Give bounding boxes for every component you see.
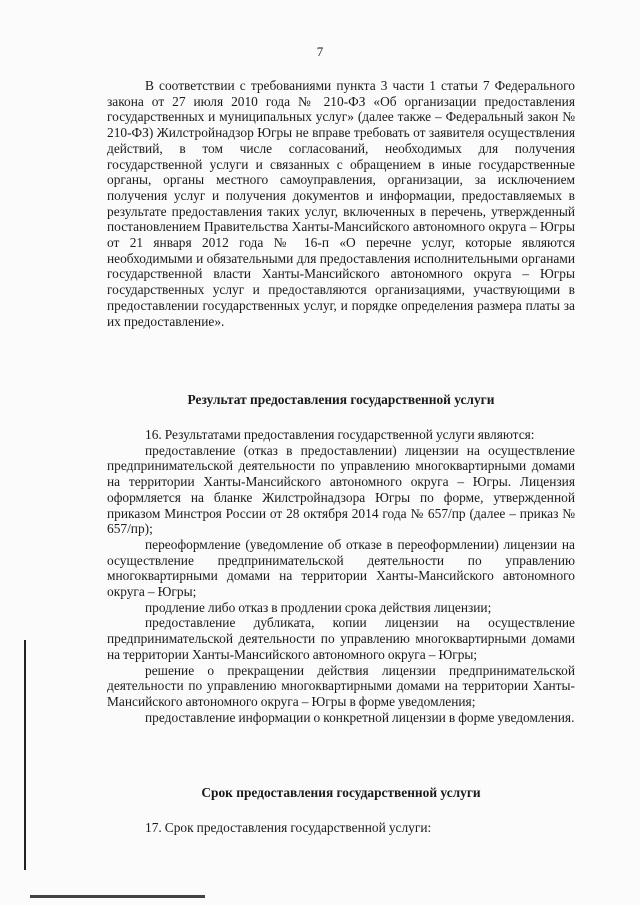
paragraph-license-reissue: переоформление (уведомление об отказе в переоформлении) лицензии на осуществление предпринимательской деятельности по управлению многоквартирными домами на территории Ханты-Мансийского автономного округа – Югры; bbox=[107, 536, 575, 600]
scan-edge-mark bbox=[24, 640, 26, 870]
heading-term: Срок предоставления государственной услуги bbox=[201, 785, 481, 800]
scan-bottom-mark bbox=[30, 895, 205, 898]
paragraph-license-info: предоставление информации о конкретной лицензии в форме уведомления. bbox=[145, 709, 575, 725]
paragraph-requirements: В соответствии с требованиями пункта 3 части 1 статьи 7 Федерального закона от 27 июля 2010 года № 210-ФЗ «Об организации предоставления государственных и муниципальных услуг» (далее также – Федеральный закон № 210-ФЗ) Жилстройнадзор Югры не вправе требовать от заявителя осуществления действий, в том числе согласований, необходимых для получения государственной услуги и связанных с обращением в иные государственные органы, органы местного самоуправления, организации, за исключением получения услуг и получения документов и информации, предоставляемых в результате предоставления таких услуг, включенных в перечень, утвержденный постановлением Правительства Ханты-Мансийского автономного округа – Югры от 21 января 2012 года № 16-п «О перечне услуг, которые являются необходимыми и обязательными для предоставления исполнительными органами государственной власти Ханты-Мансийского автономного округа – Югры государственных услуг и предоставляются организациями, участвующими в предоставлении государственных услуг, и порядке определения размера платы за их предоставление». bbox=[107, 78, 575, 329]
paragraph-license-extension: продление либо отказ в продлении срока действия лицензии; bbox=[145, 599, 492, 615]
section-17-text bbox=[107, 820, 575, 836]
paragraph-license-duplicate: предоставление дубликата, копии лицензии на осуществление предпринимательской деятельности по управлению многоквартирными домами на территории Ханты-Мансийского автономного округа – Югры; bbox=[107, 615, 575, 662]
section-15-text bbox=[107, 78, 575, 329]
paragraph-license-termination: решение о прекращении действия лицензии предпринимательской деятельности по управлению многоквартирными домами на территории Ханты-Мансийского автономного округа – Югры в форме уведомления; bbox=[107, 662, 575, 709]
heading-result: Результат предоставления государственной услуги bbox=[187, 392, 495, 407]
page-number: 7 bbox=[316, 44, 324, 59]
section-16-text bbox=[107, 427, 575, 725]
paragraph-17-intro: 17. Срок предоставления государственной услуги: bbox=[145, 820, 432, 835]
paragraph-license-grant: предоставление (отказ в предоставлении) лицензии на осуществление предпринимательской деятельности по управлению многоквартирными домами на территории Ханты-Мансийского автономного округа – Югры. Лицензия оформляется на бланке Жилстройнадзора Югры по форме, утвержденной приказом Минстроя России от 28 октября 2014 года № 657/пр (далее – приказ № 657/пр); bbox=[107, 442, 575, 537]
paragraph-16-intro: 16. Результатами предоставления государственной услуги являются: bbox=[145, 427, 535, 442]
